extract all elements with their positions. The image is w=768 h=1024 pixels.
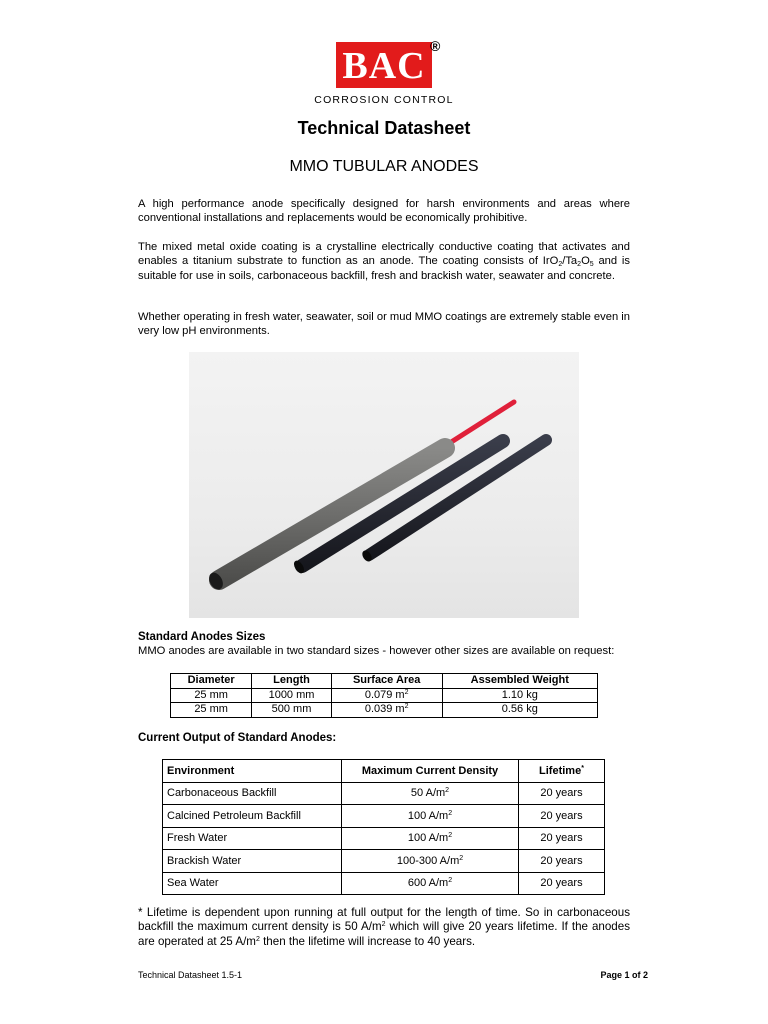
table-cell: 50 $A/m^2$ [342, 782, 519, 805]
sizes-intro: MMO anodes are available in two standard sizes - however other sizes are available on request: [138, 645, 615, 657]
lifetime-note: * Lifetime is dependent upon running at full output for the length of time. So in carbonaceous backfill the maximum current density is 50 $A/m^2$ which will give 20 years lifetime. If the anodes are operated at 25 $A/m^2$ then the lifetime will increase to 40 years. [138, 906, 630, 948]
table-cell: 0.039 $m^2$ [331, 703, 442, 718]
table-row [163, 805, 605, 828]
table-cell: 1.10 kg [442, 688, 597, 703]
table-cell: 600 $A/m^2$ [342, 872, 519, 895]
table-cell: 1000 mm [252, 688, 332, 703]
registered-mark: ® [430, 38, 441, 54]
table-cell: 0.079 $m^2$ [331, 688, 442, 703]
table-header-row [171, 674, 598, 689]
table-row [163, 850, 605, 873]
logo-subtitle: CORROSION CONTROL [314, 94, 454, 106]
column-header: Diameter [171, 674, 252, 689]
table-cell: 20 years [519, 805, 605, 828]
page-title: Technical Datasheet [297, 118, 471, 138]
table-cell: Sea Water [163, 872, 342, 895]
table-row [163, 872, 605, 895]
table-cell: 100 $A/m^2$ [342, 805, 519, 828]
sizes-heading: Standard Anodes Sizes [138, 631, 266, 643]
page-subtitle: MMO TUBULAR ANODES [289, 158, 479, 175]
column-header: Lifetime* [519, 760, 605, 783]
output-heading: Current Output of Standard Anodes: [138, 732, 337, 744]
table-header-row [163, 760, 605, 783]
table-row [171, 703, 598, 718]
footer-page-number: Page 1 of 2 [600, 970, 648, 980]
table-cell: Brackish Water [163, 850, 342, 873]
table-cell: Calcined Petroleum Backfill [163, 805, 342, 828]
column-header: Assembled Weight [442, 674, 597, 689]
anodes-photo [189, 352, 579, 618]
logo-text: BAC [342, 45, 426, 87]
column-header: Maximum Current Density [342, 760, 519, 783]
table-cell: 500 mm [252, 703, 332, 718]
table-cell: 100-300 $A/m^2$ [342, 850, 519, 873]
table-cell: Carbonaceous Backfill [163, 782, 342, 805]
column-header: Surface Area [331, 674, 442, 689]
table-cell: 25 mm [171, 688, 252, 703]
table-cell: 20 years [519, 850, 605, 873]
intro-paragraph-2: The mixed metal oxide coating is a crystalline electrically conductive coating that activates and enables a titanium substrate to function as an anode. The coating consists of $IrO_2/Ta_2O_5$ and is suitable for use in soils, carbonaceous backfill, fresh and brackish water, seawater and concrete. [138, 241, 630, 282]
table-row [163, 782, 605, 805]
sizes-table [170, 673, 598, 718]
table-cell: Fresh Water [163, 827, 342, 850]
table-row [171, 688, 598, 703]
table-row [163, 827, 605, 850]
table-cell: 100 $A/m^2$ [342, 827, 519, 850]
table-cell: 25 mm [171, 703, 252, 718]
table-cell: 20 years [519, 782, 605, 805]
column-header: Environment [163, 760, 342, 783]
footer-doc-id: Technical Datasheet 1.5-1 [138, 970, 243, 980]
intro-paragraph-3: Whether operating in fresh water, seawater, soil or mud MMO coatings are extremely stable even in very low pH environments. [138, 311, 630, 338]
column-header: Length [252, 674, 332, 689]
table-cell: 20 years [519, 872, 605, 895]
intro-paragraph-1: A high performance anode specifically designed for harsh environments and areas where conventional installations and replacements would be economically prohibitive. [138, 198, 630, 225]
table-cell: 20 years [519, 827, 605, 850]
table-cell: 0.56 kg [442, 703, 597, 718]
current-output-table [162, 759, 605, 895]
